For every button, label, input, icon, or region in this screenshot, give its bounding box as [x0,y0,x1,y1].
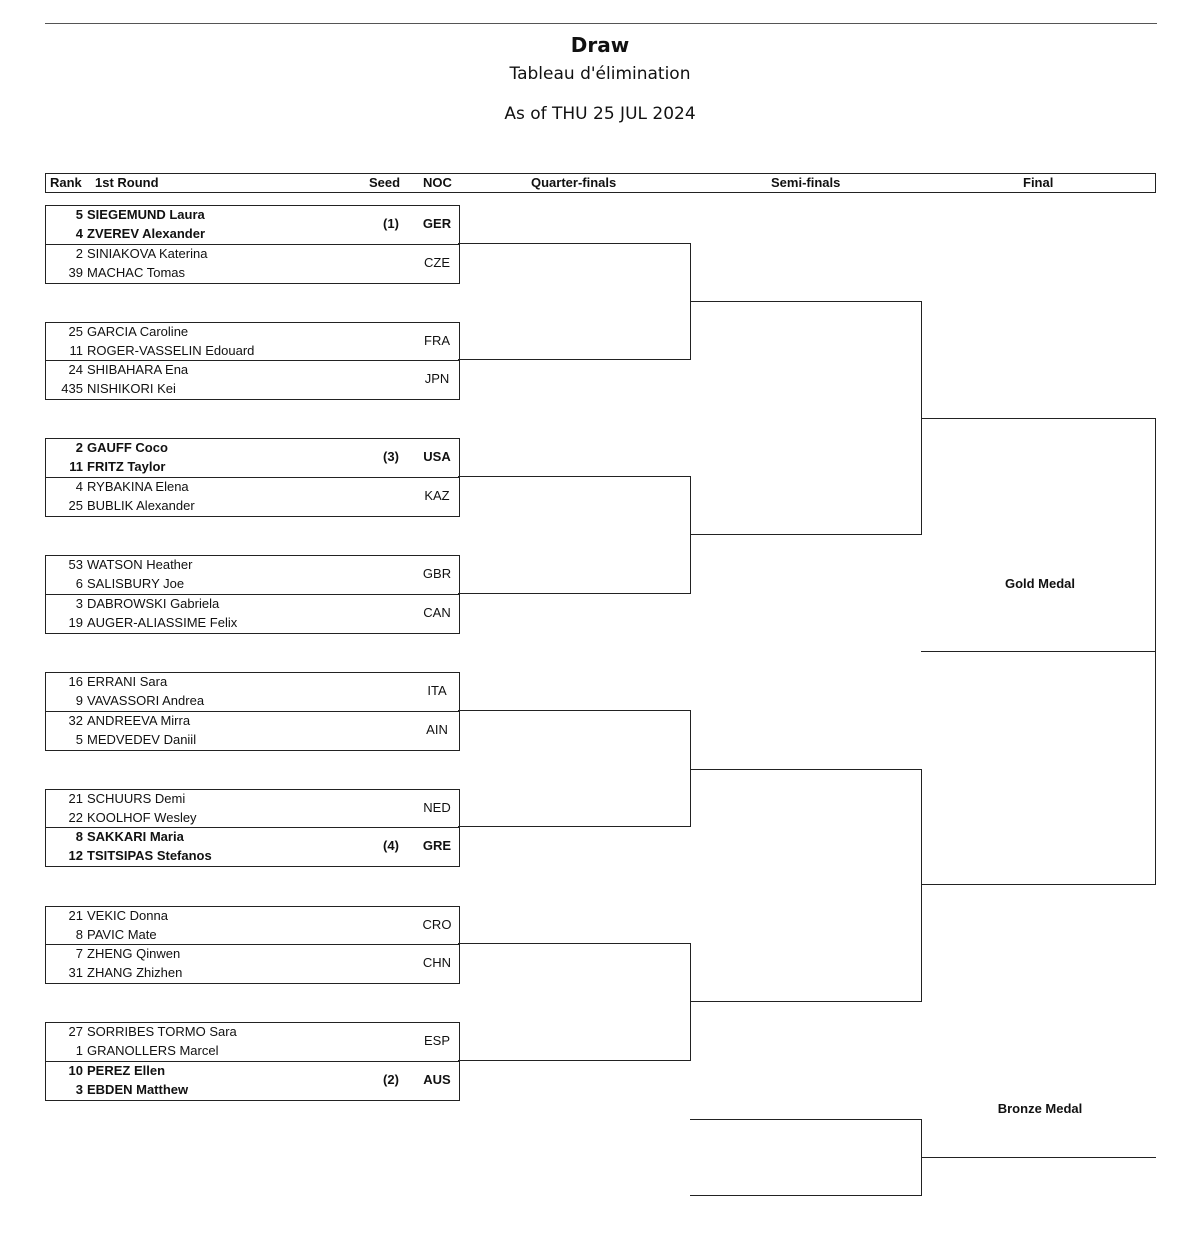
player-entry [46,498,195,513]
player-entry [46,1063,165,1078]
player-entry [46,381,176,396]
player-name: PEREZ Ellen [87,1063,166,1078]
noc-code: NED [423,800,451,815]
player-rank: 25 [68,498,83,513]
player-entry [46,557,192,572]
player-name: ZVEREV Alexander [87,226,206,241]
player-name: ZHANG Zhizhen [87,965,183,980]
player-entry [46,459,165,474]
player-rank: 53 [68,557,83,572]
player-name: SCHUURS Demi [87,791,186,806]
player-entry [46,576,184,591]
player-name: SORRIBES TORMO Sara [87,1024,237,1039]
player-entry [46,927,157,942]
bracket-line [690,1195,922,1196]
player-name: SINIAKOVA Katerina [87,246,208,261]
noc-code: CAN [423,605,451,620]
player-name: NISHIKORI Kei [87,381,176,396]
player-rank: 2 [75,440,83,455]
bracket-line [921,1157,1156,1158]
player-name: TSITSIPAS Stefanos [87,848,212,863]
column-header-rank: Rank [50,175,82,190]
player-name: MACHAC Tomas [87,265,186,280]
player-name: AUGER-ALIASSIME Felix [87,615,238,630]
player-rank: 8 [75,829,83,844]
bracket-line [690,476,691,594]
player-name: VEKIC Donna [87,908,168,923]
player-name: BUBLIK Alexander [87,498,195,513]
player-name: DABROWSKI Gabriela [87,596,220,611]
player-rank: 8 [75,927,83,942]
player-rank: 11 [69,459,83,474]
seed-label: (3) [383,449,399,464]
player-entry [46,829,184,844]
player-rank: 11 [69,343,83,358]
player-name: KOOLHOF Wesley [87,810,197,825]
player-rank: 16 [68,674,83,689]
player-rank: 24 [68,362,83,377]
column-header-semi-finals: Semi-finals [771,175,841,190]
player-entry [46,693,204,708]
noc-code: ITA [427,683,447,698]
player-entry [46,674,167,689]
player-entry [46,810,197,825]
player-name: SAKKARI Maria [87,829,184,844]
player-entry [46,1082,188,1097]
column-header-quarter-finals: Quarter-finals [531,175,617,190]
player-entry [46,207,205,222]
player-name: ZHENG Qinwen [87,946,181,961]
player-rank: 9 [75,693,83,708]
player-name: GRANOLLERS Marcel [87,1043,219,1058]
player-rank: 19 [68,615,83,630]
bracket-line [690,1001,922,1002]
bracket-line [458,943,691,944]
bracket-line [458,710,691,711]
bronze-medal-label: Bronze Medal [997,1101,1083,1116]
bracket-line [458,243,691,244]
noc-code: ESP [423,1033,450,1048]
bracket-line [690,534,922,535]
bracket-line [458,826,691,827]
player-name: PAVIC Mate [87,927,157,942]
page-subtitle: Tableau d'élimination [509,64,691,84]
noc-code: FRA [424,333,450,348]
player-entry [46,1043,218,1058]
gold-medal-label: Gold Medal [1004,576,1076,591]
player-name: ROGER-VASSELIN Edouard [87,343,255,358]
noc-code: AUS [423,1072,451,1087]
player-name: RYBAKINA Elena [87,479,189,494]
bracket-line [921,418,1156,419]
player-rank: 435 [61,381,83,396]
bracket-line [690,301,922,302]
player-entry [46,362,188,377]
player-entry [46,226,205,241]
player-rank: 1 [75,1043,83,1058]
noc-code: CHN [422,955,452,970]
player-name: EBDEN Matthew [87,1082,189,1097]
bracket-line [458,476,691,477]
player-rank: 4 [75,226,83,241]
bracket-line [921,884,1156,885]
player-entry [46,265,185,280]
noc-code: USA [423,449,451,464]
player-name: MEDVEDEV Daniil [87,732,197,747]
bracket-line [690,1119,922,1120]
seed-label: (1) [383,216,399,231]
noc-code: AIN [426,722,448,737]
player-entry [46,946,180,961]
player-name: GARCIA Caroline [87,324,189,339]
player-name: SALISBURY Joe [87,576,185,591]
player-entry [46,848,212,863]
bracket-line [458,593,691,594]
player-rank: 31 [68,965,83,980]
player-name: GAUFF Coco [87,440,168,455]
bracket-line [458,1060,691,1061]
player-rank: 5 [75,207,83,222]
player-rank: 27 [68,1024,83,1039]
page-title: Draw [570,33,630,57]
player-name: ERRANI Sara [87,674,168,689]
player-entry [46,615,237,630]
player-rank: 32 [68,713,83,728]
player-rank: 39 [68,265,83,280]
player-entry [46,596,219,611]
bracket-line [921,651,1156,652]
column-header-first-round: 1st Round [95,175,159,190]
column-header-seed: Seed [369,175,401,190]
player-entry [46,713,190,728]
bracket-line [690,943,691,1061]
player-rank: 3 [75,1082,83,1097]
player-rank: 2 [75,246,83,261]
player-entry [46,246,207,261]
player-rank: 25 [68,324,83,339]
player-name: SHIBAHARA Ena [87,362,189,377]
player-rank: 5 [75,732,83,747]
player-rank: 10 [68,1063,83,1078]
player-rank: 6 [75,576,83,591]
player-entry [46,732,196,747]
player-entry [46,1024,237,1039]
noc-code: GRE [422,838,452,853]
noc-code: KAZ [424,488,450,503]
player-entry [46,479,189,494]
column-header-noc: NOC [423,175,452,190]
player-name: SIEGEMUND Laura [87,207,205,222]
noc-code: CZE [424,255,450,270]
player-rank: 22 [68,810,83,825]
bracket-line [690,769,922,770]
seed-label: (4) [383,838,399,853]
noc-code: CRO [422,917,452,932]
seed-label: (2) [383,1072,399,1087]
top-rule [45,23,1157,24]
bracket-line [921,769,922,1002]
player-entry [46,965,182,980]
player-entry [46,343,254,358]
player-name: ANDREEVA Mirra [87,713,191,728]
player-rank: 21 [68,908,83,923]
noc-code: GBR [422,566,452,581]
player-rank: 12 [68,848,83,863]
player-entry [46,908,168,923]
player-entry [46,324,188,339]
player-rank: 3 [75,596,83,611]
noc-code: JPN [424,371,450,386]
player-entry [46,791,185,806]
column-header-final: Final [1023,175,1054,190]
as-of-date: As of THU 25 JUL 2024 [504,104,696,124]
player-rank: 21 [68,791,83,806]
player-rank: 7 [75,946,83,961]
bracket-line [458,359,691,360]
player-entry [46,440,168,455]
player-name: VAVASSORI Andrea [87,693,205,708]
noc-code: GER [422,216,452,231]
player-name: FRITZ Taylor [87,459,166,474]
player-name: WATSON Heather [87,557,193,572]
player-rank: 4 [75,479,83,494]
